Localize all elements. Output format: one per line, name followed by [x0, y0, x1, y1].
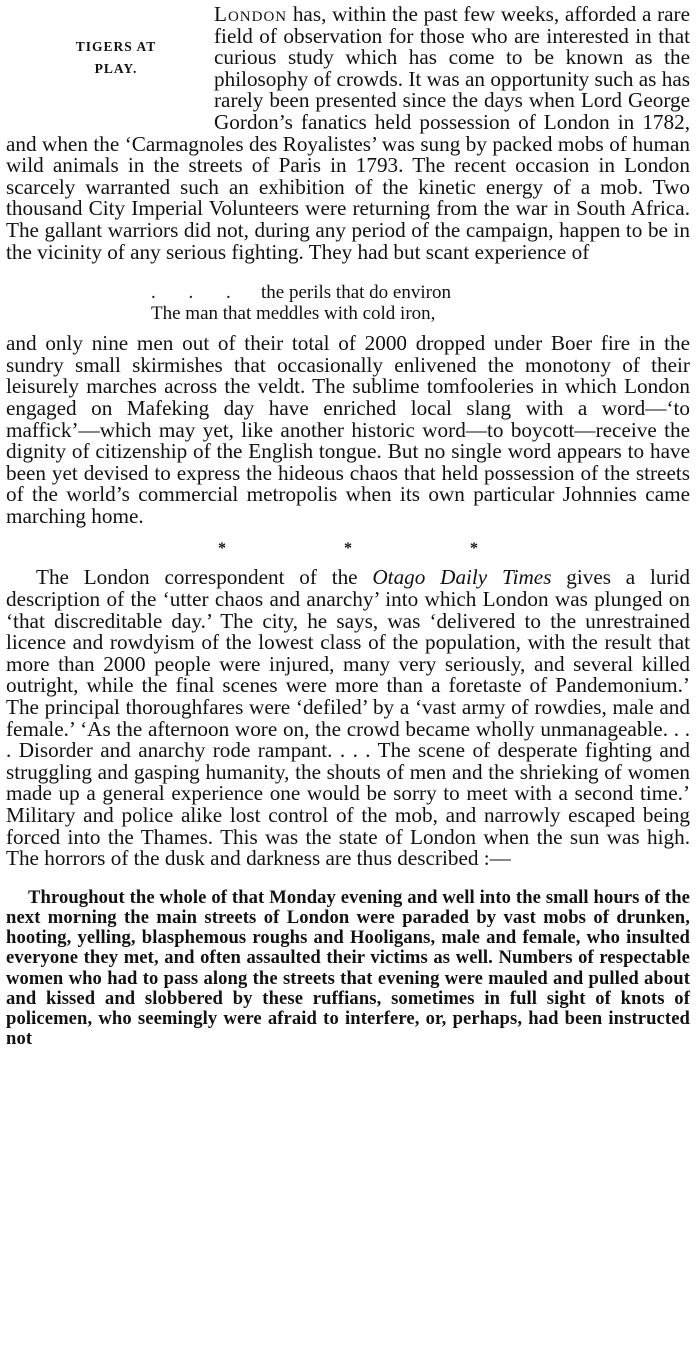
correspondent-text-before: The London correspondent of the	[36, 565, 373, 590]
verse-quotation	[151, 282, 690, 324]
verse-ellipsis: . . .	[151, 282, 245, 304]
side-heading-line-1: TIGERS AT	[75, 39, 157, 54]
section-separator	[6, 541, 690, 557]
paragraph-veldt: and only nine men out of their total of 2000 dropped under Boer fire in the sundry small skirmishes that occasionally enlivened the monotony of their leisurely marches across the veldt. The sublime tomfooleries in which London engaged on Mafeking day have enriched local slang with a word—‘to maffick’—which may yet, like another historic word—to boycott—receive the dignity of citizenship of the English tongue. But no single word appears to have been yet devised to express the hideous chaos that held possession of the streets of the world’s commercial metropolis when its own particular Johnnies came marching home.	[6, 331, 690, 528]
block-quotation: Throughout the whole of that Monday evening and well into the small hours of the next morning the main streets of London were paraded by vast mobs of drunken, hooting, yelling, blasphemous roughs and Hooligans, male and female, who insulted everyone they met, and often assaulted their victims as well. Numbers of respectable women who had to pass along the streets that evening were mauled and pulled about and kissed and slobbered by these ruffians, sometimes in full sight of knots of policemen, who seemingly were afraid to interfere, or, perhaps, had been instructed not	[6, 886, 690, 1050]
side-heading-line-2: PLAY.	[94, 61, 138, 76]
opening-lead-word: London	[214, 2, 288, 26]
article-page	[6, 4, 690, 1068]
publication-title: Otago Daily Times	[372, 565, 552, 590]
separator-star: *	[470, 540, 478, 558]
verse-line-2: The man that meddles with cold iron,	[151, 303, 436, 325]
verse-line-1-text: the perils that do environ	[261, 282, 451, 304]
verse-line-1	[151, 282, 690, 303]
opening-text: has, within the past few weeks, afforded a rare field of observation for those who are interested in that curious study which has come to be known as the philosophy of crowds. It was an opportunity such as has rarely been presented since the days when Lord George Gordon’s fanatics held possession of London in 1782, and when the ‘Carmagnoles des Royalistes’ was sung by packed mobs of human wild animals in the streets of Paris in 1793. The recent occasion in London scarcely warranted such an exhibition of the kinetic energy of a mob. Two thousand City Imperial Volunteers were returning from the war in South Africa. The gallant warriors did not, during any period of the campaign, happen to be in the vicinity of any serious fighting. They had but scant experience of	[6, 2, 690, 264]
side-heading	[36, 36, 196, 80]
paragraph-correspondent	[6, 567, 690, 869]
separator-star: *	[218, 540, 226, 558]
correspondent-text-after: gives a lurid description of the ‘utter chaos and anarchy’ into which London was plunged on ‘that discreditable day.’ The city, he says, was ‘delivered to the unrestrained licence and rowdyism of the lowest class of the population, with the result that more than 2000 people were injured, many very seriously, and several killed outright, while the final scenes were more than a foretaste of Pandemonium.’ The principal thoroughfares were ‘defiled’ by a ‘vast army of rowdies, male and female.’ ‘As the afternoon wore on, the crowd became wholly unmanageable. . . . Disorder and anarchy rode rampant. . . . The scene of desperate fighting and struggling and gasping humanity, the shouts of men and the shrieking of women made up a general experience one would be sorry to meet with a second time.’ Military and police alike lost control of the mob, and narrowly escaped being forced into the Thames. This was the state of London when the sun was high. The horrors of the dusk and darkness are thus described :—	[6, 565, 690, 871]
separator-star: *	[344, 540, 352, 558]
